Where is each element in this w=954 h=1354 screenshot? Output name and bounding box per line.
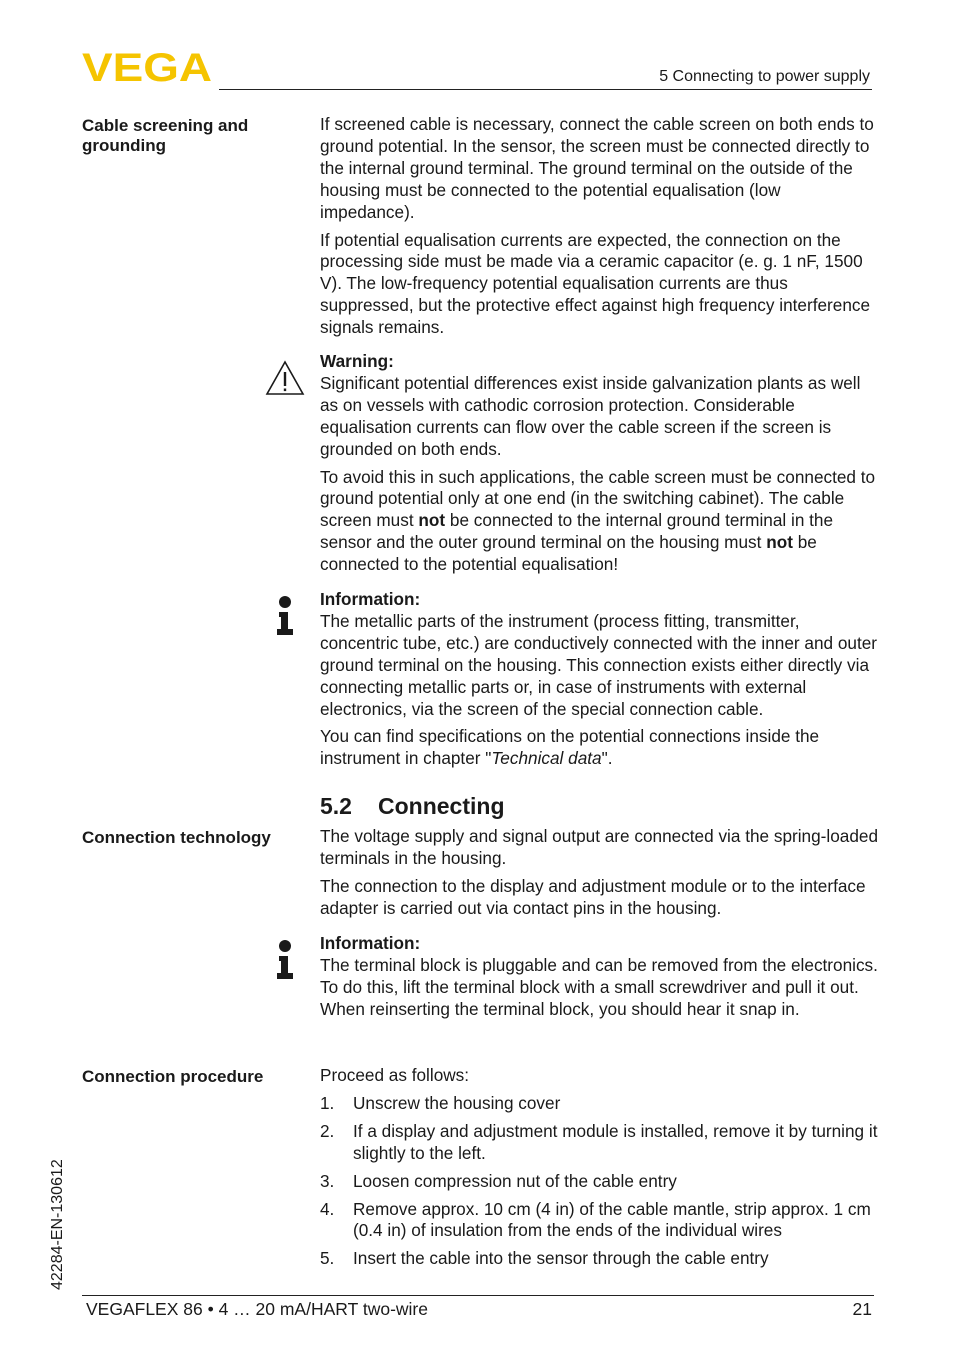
procedure-step: 1. Unscrew the housing cover	[320, 1092, 561, 1113]
document-code: 42284-EN-130612	[49, 1159, 66, 1290]
header-divider	[219, 89, 872, 90]
label-connection-technology: Connection technology	[82, 828, 271, 847]
technology-text	[320, 826, 878, 926]
page-number: 21	[852, 1299, 872, 1319]
warning-paragraph-2: To avoid this in such applications, the cable screen must be connected to ground potential only at one end (in the switching cabinet). The cable screen must not be connected to the internal ground terminal in the sensor and the outer ground terminal on the housing must not be connected to the potential equalisation!	[320, 466, 876, 575]
information-title-2: Information:	[320, 933, 421, 953]
information-icon	[274, 939, 296, 981]
information-box-1	[320, 589, 878, 776]
section-number: 5.2	[320, 793, 352, 819]
vega-logo	[82, 50, 212, 84]
warning-paragraph-1: Significant potential differences exist inside galvanization plants as well as on vessels with cathodic corrosion protection. Considerable equalisation currents can flow over the cable screen if the screen is grounded on both ends.	[320, 372, 861, 459]
information-paragraph-3: The terminal block is pluggable and can be removed from the electronics. To do this, lift the terminal block with a small screwdriver and pull it out. When reinserting the terminal block, you should hear it snap in.	[320, 954, 878, 1019]
footer-divider	[82, 1295, 874, 1296]
warning-box	[320, 351, 878, 582]
technology-paragraph-1: The voltage supply and signal output are connected via the spring-loaded terminals in the housing.	[320, 826, 879, 868]
procedure-step: 5. Insert the cable into the sensor through the cable entry	[320, 1248, 769, 1269]
information-box-2	[320, 933, 878, 1027]
procedure-step: 2. If a display and adjustment module is installed, remove it by turning it slightly to the left.	[320, 1120, 878, 1163]
section-title: Connecting	[378, 793, 505, 819]
logo-text: VEGA	[82, 50, 212, 84]
procedure-step: 3. Loosen compression nut of the cable entry	[320, 1170, 677, 1191]
warning-triangle-icon	[265, 360, 305, 396]
procedure-text	[320, 1065, 878, 1276]
information-icon	[274, 595, 296, 637]
section-heading	[320, 793, 505, 820]
screening-paragraph-2: If potential equalisation currents are expected, the connection on the processing side must be made via a ceramic capacitor (e. g. 1 nF, 1500 V). The low-frequency potential equalisation currents are thus suppressed, but the protective effect against high frequency interference signals remains.	[320, 229, 871, 338]
label-connection-procedure: Connection procedure	[82, 1067, 264, 1086]
header-section-title: 5 Connecting to power supply	[659, 68, 870, 85]
screening-paragraph-1: If screened cable is necessary, connect the cable screen on both ends to ground potential. In the sensor, the screen must be connected directly to the internal ground terminal. The ground terminal on the outside of the housing must be connected to the potential equalisation (low impedance).	[320, 114, 874, 222]
information-paragraph-1: The metallic parts of the instrument (process fitting, transmitter, concentric tube, etc.) are conductively connected with the inner and outer ground terminal on the housing. This connection exists either directly via connecting metallic parts or, in case of instruments with external electronics, via the screen of the special connection cable.	[320, 610, 878, 719]
procedure-step: 4. Remove approx. 10 cm (4 in) of the cable mantle, strip approx. 1 cm (0.4 in) of insulation from the ends of the individual wires	[320, 1198, 871, 1241]
footer-product: VEGAFLEX 86 • 4 … 20 mA/HART two-wire	[86, 1299, 428, 1319]
warning-title: Warning:	[320, 351, 394, 371]
procedure-intro: Proceed as follows:	[320, 1065, 470, 1085]
information-paragraph-2: You can find specifications on the potential connections inside the instrument in chapter "Technical data".	[320, 726, 820, 769]
screening-text	[320, 114, 878, 345]
procedure-steps	[320, 1093, 878, 1270]
technology-paragraph-2: The connection to the display and adjustment module or to the interface adapter is carried out via contact pins in the housing.	[320, 875, 866, 918]
information-title-1: Information:	[320, 589, 421, 609]
label-cable-screening: Cable screening and grounding	[82, 116, 249, 155]
